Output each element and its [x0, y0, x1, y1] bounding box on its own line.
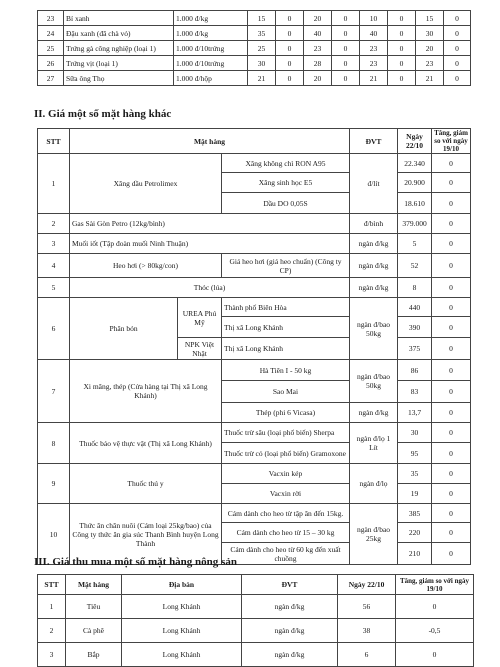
- header-area: Địa bàn: [122, 575, 242, 595]
- cell-v8: 0: [444, 11, 471, 26]
- cell-name: Trứng gà công nghiệp (loại 1): [64, 41, 174, 56]
- cell-area: Long Khánh: [122, 595, 242, 619]
- cell-v8: 0: [444, 71, 471, 86]
- header-unit: ĐVT: [350, 129, 398, 154]
- cell-v1: 21: [248, 71, 276, 86]
- cell-change: -0,5: [396, 619, 474, 643]
- cell-v4: 0: [332, 41, 360, 56]
- cell-v3: 20: [304, 11, 332, 26]
- header-date: Ngày 22/10: [338, 575, 396, 595]
- cell-v1: 35: [248, 26, 276, 41]
- cell-unit: 1.000 đ/hộp: [174, 71, 248, 86]
- cell-unit: 1.000 đ/10trứng: [174, 41, 248, 56]
- table-row: Cám dành cho heo từ 60 kg đến xuất chuồng 210 0: [38, 543, 471, 565]
- cell-stt: 24: [38, 26, 64, 41]
- cell-name: Đậu xanh (đã chà vỏ): [64, 26, 174, 41]
- cell-v1: 15: [248, 11, 276, 26]
- cell-v1: 30: [248, 56, 276, 71]
- cell-v7: 15: [416, 11, 444, 26]
- cell-v4: 0: [332, 26, 360, 41]
- cell-name: Bắp: [66, 643, 122, 667]
- table-row: 8 Thuốc bảo vệ thực vật (Thị xã Long Khánh) Thuốc trừ sâu (loại phổ biến) Sherpa ngàn đ/lọ 1 Lít 30 0: [38, 423, 471, 443]
- table-row: [38, 71, 471, 86]
- section-2-heading: II. Giá một số mặt hàng khác: [34, 108, 172, 120]
- cell-unit: ngàn đ/kg: [242, 619, 338, 643]
- cell-change: 0: [396, 643, 474, 667]
- cell-v6: 0: [388, 41, 416, 56]
- header-stt: STT: [38, 129, 70, 154]
- cell-stt: 27: [38, 71, 64, 86]
- table-row: [38, 26, 471, 41]
- table-header-row: [38, 575, 474, 595]
- cell-v2: 0: [276, 26, 304, 41]
- cell-v7: 21: [416, 71, 444, 86]
- cell-v1: 25: [248, 41, 276, 56]
- cell-unit: 1.000 đ/kg: [174, 11, 248, 26]
- cell-v3: 20: [304, 71, 332, 86]
- cell-stt: 25: [38, 41, 64, 56]
- table-row: 9 Thuốc thú y Vacxin kép ngàn đ/lọ 35 0: [38, 464, 471, 484]
- table-row: 1 Xăng dầu Petrolimex Xăng không chì RON A95 đ/lít 22.340 0: [38, 154, 471, 173]
- cell-stt: 26: [38, 56, 64, 71]
- table-row: 2 Gas Sài Gòn Petro (12kg/bình) đ/bình 379.000 0: [38, 214, 471, 234]
- cell-stt: 2: [38, 619, 66, 643]
- cell-v6: 0: [388, 11, 416, 26]
- cell-area: Long Khánh: [122, 619, 242, 643]
- cell-v5: 23: [360, 56, 388, 71]
- cell-stt: 1: [38, 595, 66, 619]
- cell-v5: 40: [360, 26, 388, 41]
- price-table-continuation: [37, 10, 471, 86]
- header-unit: ĐVT: [242, 575, 338, 595]
- section-3-heading: III. Giá thu mua một số mặt hàng nông sản: [34, 556, 237, 568]
- cell-v3: 28: [304, 56, 332, 71]
- table-row: 7 Xi măng, thép (Cửa hàng tại Thị xã Long Khánh) Hà Tiên I - 50 kg ngàn đ/bao 50kg 86 0: [38, 360, 471, 381]
- cell-unit: ngàn đ/kg: [242, 643, 338, 667]
- other-goods-table: [37, 128, 471, 565]
- cell-unit: ngàn đ/kg: [242, 595, 338, 619]
- table-row: Thuốc trừ cỏ (loại phổ biến) Gramoxone 95 0: [38, 443, 471, 464]
- table-row: Dầu DO 0,05S 18.610 0: [38, 193, 471, 214]
- header-change: Tăng, giảm so với ngày 19/10: [396, 575, 474, 595]
- table-row: Xăng sinh học E5 20.900 0: [38, 173, 471, 193]
- header-stt: STT: [38, 575, 66, 595]
- cell-stt: 3: [38, 643, 66, 667]
- cell-price: 6: [338, 643, 396, 667]
- cell-v5: 10: [360, 11, 388, 26]
- cell-v7: 20: [416, 41, 444, 56]
- cell-v4: 0: [332, 71, 360, 86]
- cell-stt: 23: [38, 11, 64, 26]
- table-row: 10 Thức ăn chăn nuôi (Cám loại 25kg/bao) của Công ty thức ăn gia súc Thanh Bình huyện Long Thành Cám dành cho heo từ tập ăn đến 15kg. ngàn đ/bao 25kg 385 0: [38, 504, 471, 523]
- agri-purchase-table: [37, 574, 474, 667]
- cell-v6: 0: [388, 71, 416, 86]
- table-row: Thị xã Long Khánh 390 0: [38, 317, 471, 338]
- cell-v2: 0: [276, 71, 304, 86]
- table-row: 3 Muối iốt (Tập đoàn muối Ninh Thuận) ngàn đ/kg 5 0: [38, 234, 471, 254]
- cell-v6: 0: [388, 26, 416, 41]
- cell-v4: 0: [332, 56, 360, 71]
- table-row: [38, 643, 474, 667]
- table-row: [38, 41, 471, 56]
- table-header-row: [38, 129, 471, 154]
- cell-name: Bí xanh: [64, 11, 174, 26]
- cell-v8: 0: [444, 56, 471, 71]
- cell-change: 0: [396, 595, 474, 619]
- header-item: Mặt hàng: [70, 129, 350, 154]
- cell-unit: 1.000 đ/kg: [174, 26, 248, 41]
- cell-v6: 0: [388, 56, 416, 71]
- cell-name: Sữa ông Thọ: [64, 71, 174, 86]
- cell-v3: 23: [304, 41, 332, 56]
- table-row: [38, 11, 471, 26]
- cell-area: Long Khánh: [122, 643, 242, 667]
- cell-unit: 1.000 đ/10trứng: [174, 56, 248, 71]
- cell-name: Cà phê: [66, 619, 122, 643]
- header-date: Ngày 22/10: [398, 129, 432, 154]
- cell-v3: 40: [304, 26, 332, 41]
- cell-name: Trứng vịt (loại 1): [64, 56, 174, 71]
- cell-v8: 0: [444, 26, 471, 41]
- table-row: [38, 595, 474, 619]
- cell-v2: 0: [276, 41, 304, 56]
- table-row: Cám dành cho heo từ 15 – 30 kg 220 0: [38, 523, 471, 543]
- table-row: Vacxin rời 19 0: [38, 484, 471, 504]
- table-row: [38, 619, 474, 643]
- cell-price: 38: [338, 619, 396, 643]
- cell-v5: 21: [360, 71, 388, 86]
- table-row: NPK Việt Nhật Thị xã Long Khánh 375 0: [38, 338, 471, 360]
- cell-v2: 0: [276, 11, 304, 26]
- cell-v8: 0: [444, 41, 471, 56]
- table-row: 5 Thóc (lúa) ngàn đ/kg 8 0: [38, 278, 471, 298]
- cell-v7: 30: [416, 26, 444, 41]
- cell-v5: 23: [360, 41, 388, 56]
- table-row: [38, 56, 471, 71]
- table-row: Thép (phi 6 Vicasa) ngàn đ/kg 13,7 0: [38, 403, 471, 423]
- cell-v4: 0: [332, 11, 360, 26]
- table-row: 4 Heo hơi (> 80kg/con) Giá heo hơi (giá heo chuẩn) (Công ty CP) ngàn đ/kg 52 0: [38, 254, 471, 278]
- header-item: Mặt hàng: [66, 575, 122, 595]
- header-change: Tăng, giảm so với ngày 19/10: [432, 129, 471, 154]
- table-row: Sao Mai 83 0: [38, 381, 471, 403]
- table-row: 6 Phân bón UREA Phú Mỹ Thành phố Biên Hòa ngàn đ/bao 50kg 440 0: [38, 298, 471, 317]
- cell-v7: 23: [416, 56, 444, 71]
- cell-price: 56: [338, 595, 396, 619]
- cell-v2: 0: [276, 56, 304, 71]
- cell-name: Tiêu: [66, 595, 122, 619]
